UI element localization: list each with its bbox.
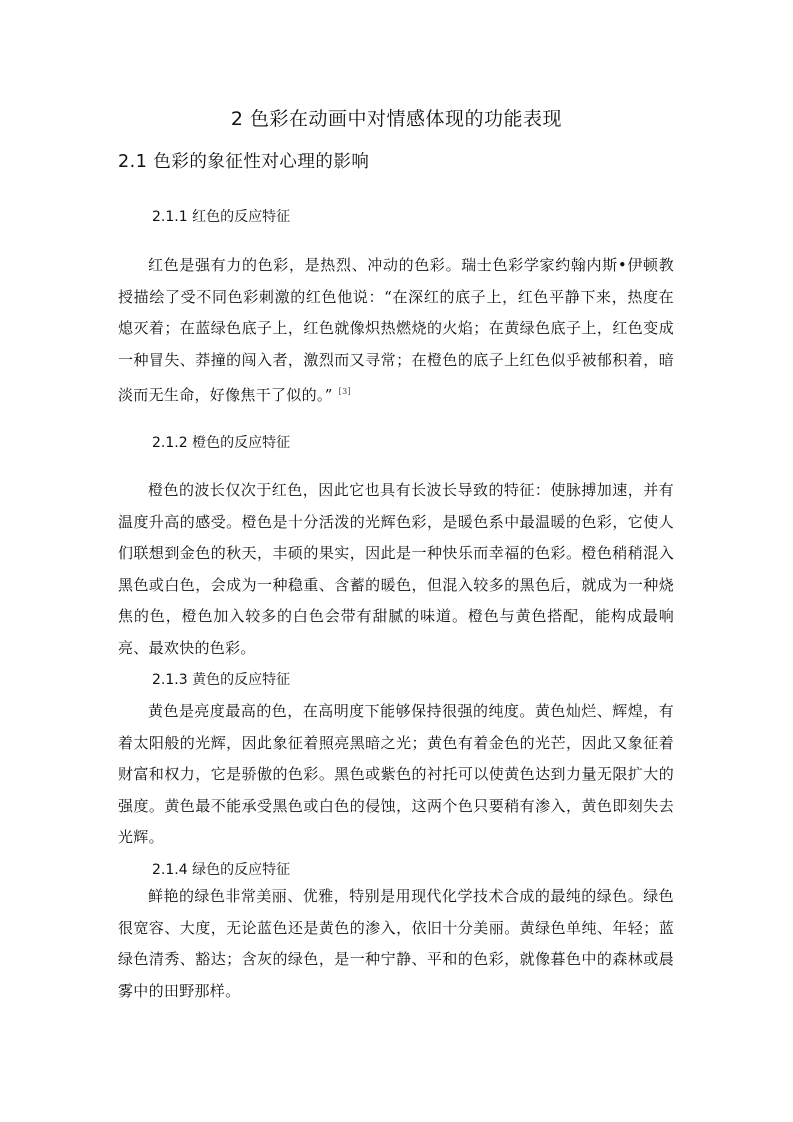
- paragraph-red-text: 红色是强有力的色彩，是热烈、冲动的色彩。瑞士色彩学家约翰内斯•伊顿教授描绘了受不同色彩刺激的红色他说：“在深红的底子上，红色平静下来，热度在熄灭着；在蓝绿色底子上，红色就像炽热燃烧的火焰；在黄绿色底子上，红色变成一种冒失、莽撞的闯入者，激烈而又寻常；在橙色的底子上红色似乎被郁积着，暗淡而无生命，好像焦干了似的。”: [118, 256, 674, 404]
- paragraph-green: 鲜艳的绿色非常美丽、优雅，特别是用现代化学技术合成的最纯的绿色。绿色很宽容、大度，无论蓝色还是黄色的渗入，依旧十分美丽。黄绿色单纯、年轻；蓝绿色清秀、豁达；含灰的绿色，是一种宁静、平和的色彩，就像暮色中的森林或晨雾中的田野那样。: [118, 887, 674, 1000]
- chapter-title: 2 色彩在动画中对情感体现的功能表现: [230, 108, 563, 130]
- paragraph-yellow: 黄色是亮度最高的色，在高明度下能够保持很强的纯度。黄色灿烂、辉煌，有着太阳般的光辉，因此象征着照亮黑暗之光；黄色有着金色的光芒，因此又象征着财富和权力，它是骄傲的色彩。黑色或紫色的衬托可以使黄色达到力量无限扩大的强度。黄色最不能承受黑色或白色的侵蚀，这两个色只要稍有渗入，黄色即刻失去光辉。: [118, 702, 674, 846]
- subsection-heading-orange: 2.1.2 橙色的反应特征: [152, 435, 291, 451]
- paragraph-red: [118, 250, 674, 412]
- subsection-heading-green: 2.1.4 绿色的反应特征: [152, 862, 291, 878]
- section-title: 2.1 色彩的象征性对心理的影响: [118, 152, 370, 172]
- subsection-heading-red: 2.1.1 红色的反应特征: [152, 209, 291, 225]
- paragraph-orange: 橙色的波长仅次于红色，因此它也具有长波长导致的特征：使脉搏加速，并有温度升高的感受。橙色是十分活泼的光辉色彩，是暖色系中最温暖的色彩，它使人们联想到金色的秋天，丰硕的果实，因此是一种快乐而幸福的色彩。橙色稍稍混入黑色或白色，会成为一种稳重、含蓄的暖色，但混入较多的黑色后，就成为一种烧焦的色，橙色加入较多的白色会带有甜腻的味道。橙色与黄色搭配，能构成最响亮、最欢快的色彩。: [118, 481, 674, 657]
- citation-marker: [3]: [338, 387, 351, 396]
- subsection-heading-yellow: 2.1.3 黄色的反应特征: [152, 672, 291, 688]
